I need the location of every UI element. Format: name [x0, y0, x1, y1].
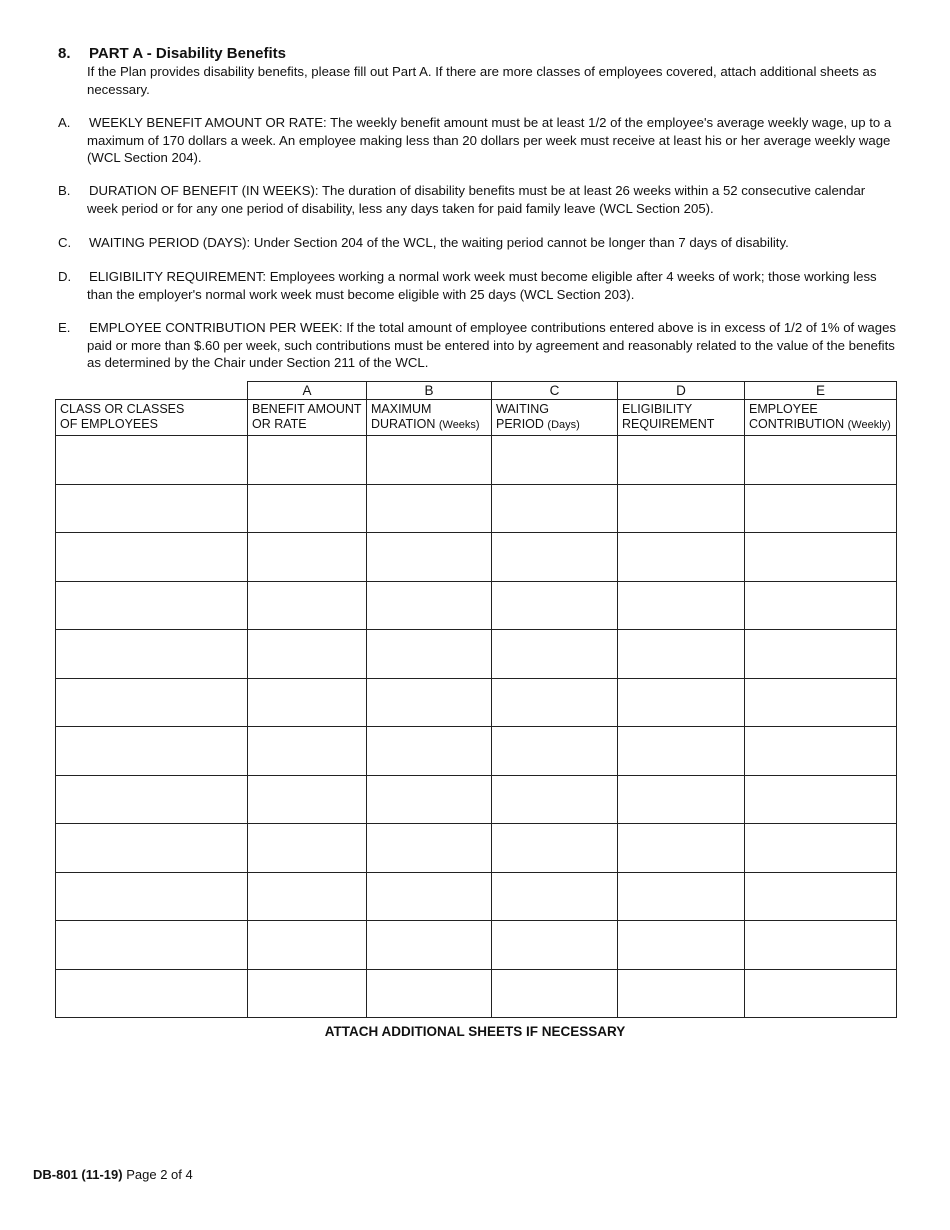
- contribution-field[interactable]: [745, 533, 897, 582]
- max-duration-field[interactable]: [367, 581, 492, 630]
- form-id: DB-801 (11-19): [33, 1167, 123, 1182]
- item-text: EMPLOYEE CONTRIBUTION PER WEEK: If the total amount of employee contributions entered above is in excess of 1/2 of 1% of wages paid or more than $.60 per week, such contributions must be entered into by agreement and reasonably related to the value of the benefits as determined by the Chair under Section 211 of the WCL.: [87, 320, 897, 370]
- column-letter-a: A: [248, 382, 367, 400]
- table-row: [56, 581, 897, 630]
- benefit-amount-field[interactable]: [248, 969, 367, 1018]
- header-waiting-period: WAITING PERIOD (Days): [492, 400, 618, 436]
- benefit-amount-field[interactable]: [248, 436, 367, 485]
- eligibility-field[interactable]: [618, 484, 745, 533]
- column-letter-c: C: [492, 382, 618, 400]
- class-field[interactable]: [56, 533, 248, 582]
- contribution-field[interactable]: [745, 678, 897, 727]
- page-number: Page 2 of 4: [126, 1167, 193, 1182]
- waiting-period-field[interactable]: [492, 727, 618, 776]
- class-field[interactable]: [56, 678, 248, 727]
- class-field[interactable]: [56, 436, 248, 485]
- eligibility-field[interactable]: [618, 872, 745, 921]
- eligibility-field[interactable]: [618, 969, 745, 1018]
- benefit-amount-field[interactable]: [248, 775, 367, 824]
- column-letter-e: E: [745, 382, 897, 400]
- contribution-field[interactable]: [745, 775, 897, 824]
- waiting-period-field[interactable]: [492, 484, 618, 533]
- benefit-amount-field[interactable]: [248, 824, 367, 873]
- instruction-item-b: [58, 182, 898, 217]
- section-title: PART A - Disability Benefits: [89, 45, 286, 62]
- section-intro: If the Plan provides disability benefits, please fill out Part A. If there are more classes of employees covered, attach additional sheets as necessary.: [87, 64, 877, 97]
- max-duration-field[interactable]: [367, 630, 492, 679]
- column-letter-row: [56, 382, 897, 400]
- table-row: [56, 678, 897, 727]
- class-field[interactable]: [56, 484, 248, 533]
- benefits-table: [55, 381, 897, 1018]
- waiting-period-field[interactable]: [492, 630, 618, 679]
- max-duration-field[interactable]: [367, 921, 492, 970]
- class-field[interactable]: [56, 824, 248, 873]
- blank-cell: [56, 382, 248, 400]
- waiting-period-field[interactable]: [492, 581, 618, 630]
- contribution-field[interactable]: [745, 824, 897, 873]
- benefit-amount-field[interactable]: [248, 581, 367, 630]
- item-text: ELIGIBILITY REQUIREMENT: Employees working a normal work week must become eligible after 4 weeks of work; those working less than the employer's normal work week must become eligible with 25 days (WCL Section 203).: [87, 269, 877, 302]
- max-duration-field[interactable]: [367, 727, 492, 776]
- table-row: [56, 727, 897, 776]
- header-class-of-employees: CLASS OR CLASSES OF EMPLOYEES: [56, 400, 248, 436]
- instruction-item-e: [58, 319, 898, 372]
- eligibility-field[interactable]: [618, 678, 745, 727]
- eligibility-field[interactable]: [618, 630, 745, 679]
- class-field[interactable]: [56, 581, 248, 630]
- waiting-period-field[interactable]: [492, 969, 618, 1018]
- benefit-amount-field[interactable]: [248, 872, 367, 921]
- section-heading: [58, 45, 286, 62]
- contribution-field[interactable]: [745, 921, 897, 970]
- header-benefit-amount: BENEFIT AMOUNT OR RATE: [248, 400, 367, 436]
- item-letter: A.: [58, 115, 71, 130]
- table-row: [56, 630, 897, 679]
- item-letter: E.: [58, 320, 71, 335]
- benefit-amount-field[interactable]: [248, 484, 367, 533]
- benefit-amount-field[interactable]: [248, 921, 367, 970]
- header-employee-contribution: EMPLOYEE CONTRIBUTION (Weekly): [745, 400, 897, 436]
- class-field[interactable]: [56, 921, 248, 970]
- max-duration-field[interactable]: [367, 484, 492, 533]
- item-text: WAITING PERIOD (DAYS): Under Section 204 of the WCL, the waiting period cannot be longer than 7 days of disability.: [89, 235, 789, 250]
- table-row: [56, 872, 897, 921]
- column-letter-b: B: [367, 382, 492, 400]
- waiting-period-field[interactable]: [492, 824, 618, 873]
- eligibility-field[interactable]: [618, 436, 745, 485]
- eligibility-field[interactable]: [618, 727, 745, 776]
- item-text: WEEKLY BENEFIT AMOUNT OR RATE: The weekly benefit amount must be at least 1/2 of the employee's average weekly wage, up to a maximum of 170 dollars a week. An employee making less than 20 dollars per week must receive at least his or her average weekly wage (WCL Section 204).: [87, 115, 892, 165]
- eligibility-field[interactable]: [618, 775, 745, 824]
- waiting-period-field[interactable]: [492, 533, 618, 582]
- max-duration-field[interactable]: [367, 678, 492, 727]
- contribution-field[interactable]: [745, 872, 897, 921]
- class-field[interactable]: [56, 969, 248, 1018]
- header-maximum-duration: MAXIMUM DURATION (Weeks): [367, 400, 492, 436]
- item-letter: C.: [58, 235, 72, 250]
- class-field[interactable]: [56, 727, 248, 776]
- section-number: 8.: [58, 45, 71, 62]
- column-letter-d: D: [618, 382, 745, 400]
- attach-note: ATTACH ADDITIONAL SHEETS IF NECESSARY: [324, 1024, 626, 1039]
- table-row: [56, 533, 897, 582]
- table-row: [56, 436, 897, 485]
- table-row: [56, 969, 897, 1018]
- max-duration-field[interactable]: [367, 872, 492, 921]
- contribution-field[interactable]: [745, 630, 897, 679]
- contribution-field[interactable]: [745, 969, 897, 1018]
- table-row: [56, 921, 897, 970]
- waiting-period-field[interactable]: [492, 678, 618, 727]
- eligibility-field[interactable]: [618, 921, 745, 970]
- max-duration-field[interactable]: [367, 436, 492, 485]
- waiting-period-field[interactable]: [492, 775, 618, 824]
- benefit-amount-field[interactable]: [248, 727, 367, 776]
- eligibility-field[interactable]: [618, 533, 745, 582]
- instruction-item-c: [58, 234, 898, 252]
- contribution-field[interactable]: [745, 581, 897, 630]
- max-duration-field[interactable]: [367, 533, 492, 582]
- item-text: DURATION OF BENEFIT (IN WEEKS): The duration of disability benefits must be at least 26 weeks within a 52 consecutive calendar week period or for any one period of disability, less any days taken for paid family leave (WCL Section 205).: [87, 183, 866, 216]
- page-footer: [33, 1167, 193, 1182]
- benefit-amount-field[interactable]: [248, 678, 367, 727]
- table-row: [56, 484, 897, 533]
- item-letter: D.: [58, 269, 72, 284]
- item-letter: B.: [58, 183, 71, 198]
- benefit-amount-field[interactable]: [248, 533, 367, 582]
- class-field[interactable]: [56, 872, 248, 921]
- table-row: [56, 775, 897, 824]
- header-eligibility-requirement: ELIGIBILITY REQUIREMENT: [618, 400, 745, 436]
- table-row: [56, 824, 897, 873]
- contribution-field[interactable]: [745, 484, 897, 533]
- class-field[interactable]: [56, 630, 248, 679]
- class-field[interactable]: [56, 775, 248, 824]
- max-duration-field[interactable]: [367, 775, 492, 824]
- eligibility-field[interactable]: [618, 581, 745, 630]
- column-header-row: [56, 400, 897, 436]
- eligibility-field[interactable]: [618, 824, 745, 873]
- instruction-item-a: [58, 114, 898, 167]
- waiting-period-field[interactable]: [492, 436, 618, 485]
- contribution-field[interactable]: [745, 727, 897, 776]
- instruction-item-d: [58, 268, 898, 303]
- benefit-amount-field[interactable]: [248, 630, 367, 679]
- contribution-field[interactable]: [745, 436, 897, 485]
- max-duration-field[interactable]: [367, 824, 492, 873]
- max-duration-field[interactable]: [367, 969, 492, 1018]
- waiting-period-field[interactable]: [492, 921, 618, 970]
- waiting-period-field[interactable]: [492, 872, 618, 921]
